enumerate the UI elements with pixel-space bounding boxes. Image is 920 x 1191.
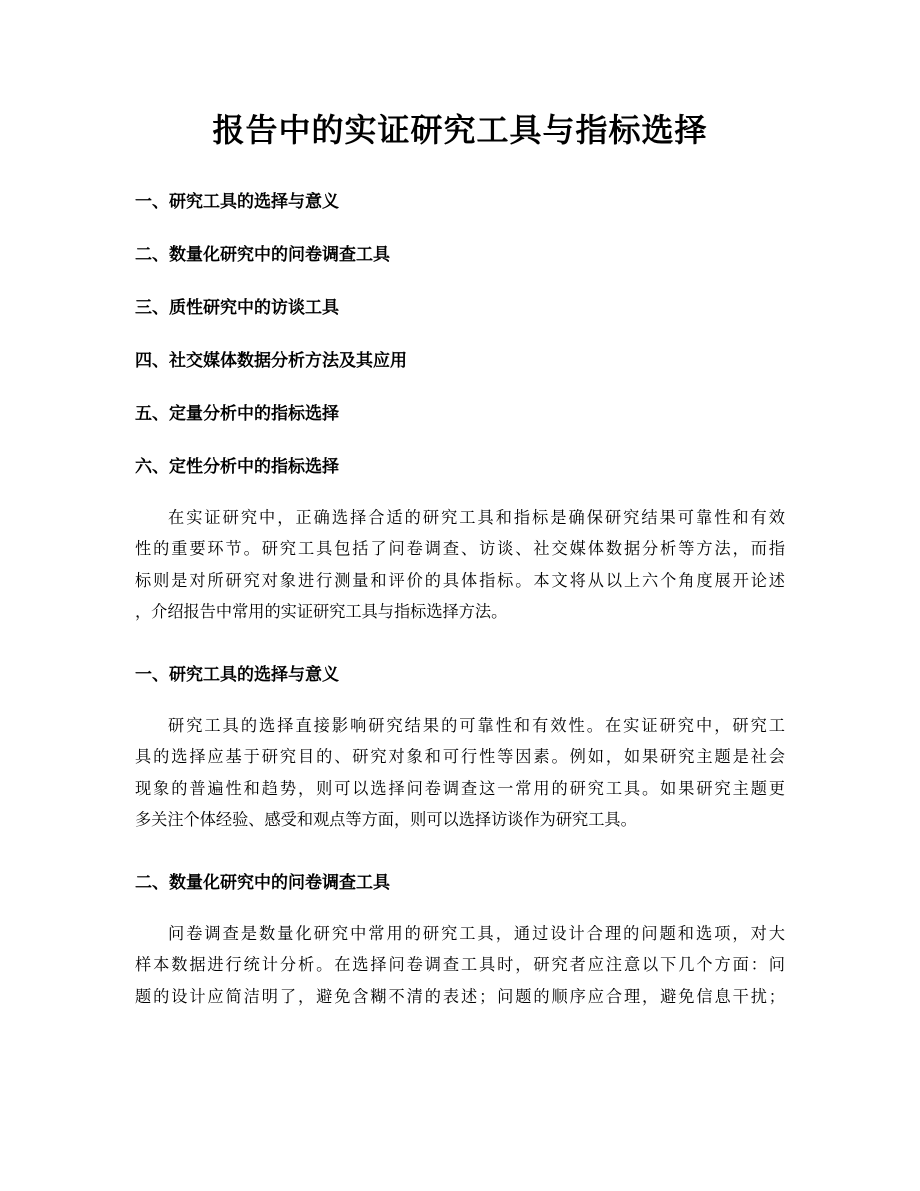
paragraph-line: 问卷调查是数量化研究中常用的研究工具，通过设计合理的问题和选项，对大: [168, 924, 785, 943]
paragraph-line: 性的重要环节。研究工具包括了问卷调查、访谈、社交媒体数据分析等方法，而指: [135, 539, 785, 559]
section-1-paragraph: [135, 710, 785, 835]
toc-item-2: 二、数量化研究中的问卷调查工具: [135, 245, 390, 265]
document-title: 报告中的实证研究工具与指标选择: [212, 111, 708, 149]
paragraph-line: 多关注个体经验、感受和观点等方面，则可以选择访谈作为研究工具。: [135, 809, 637, 829]
paragraph-line: 题的设计应简洁明了，避免含糊不清的表述；问题的顺序应合理，避免信息干扰；: [135, 986, 785, 1006]
paragraph-line: ，介绍报告中常用的实证研究工具与指标选择方法。: [135, 601, 508, 621]
section-heading-1: 一、研究工具的选择与意义: [135, 665, 339, 685]
toc-item-5: 五、定量分析中的指标选择: [135, 404, 339, 424]
section-2-paragraph: [135, 918, 785, 1012]
paragraph-line: 现象的普遍性和趋势，则可以选择问卷调查这一常用的研究工具。如果研究主题更: [135, 778, 785, 798]
paragraph-line: 具的选择应基于研究目的、研究对象和可行性等因素。例如，如果研究主题是社会: [135, 747, 785, 767]
toc-item-6: 六、定性分析中的指标选择: [135, 457, 339, 477]
paragraph-line: 样本数据进行统计分析。在选择问卷调查工具时，研究者应注意以下几个方面：问: [135, 955, 785, 975]
section-heading-2: 二、数量化研究中的问卷调查工具: [135, 873, 390, 893]
toc-item-1: 一、研究工具的选择与意义: [135, 192, 339, 212]
toc-item-3: 三、质性研究中的访谈工具: [135, 298, 339, 318]
paragraph-line: 研究工具的选择直接影响研究结果的可靠性和有效性。在实证研究中，研究工: [168, 716, 785, 735]
paragraph-line: 在实证研究中，正确选择合适的研究工具和指标是确保研究结果可靠性和有效: [168, 508, 785, 527]
paragraph-line: 标则是对所研究对象进行测量和评价的具体指标。本文将从以上六个角度展开论述: [135, 570, 785, 590]
toc-item-4: 四、社交媒体数据分析方法及其应用: [135, 351, 407, 371]
intro-paragraph: [135, 502, 785, 627]
